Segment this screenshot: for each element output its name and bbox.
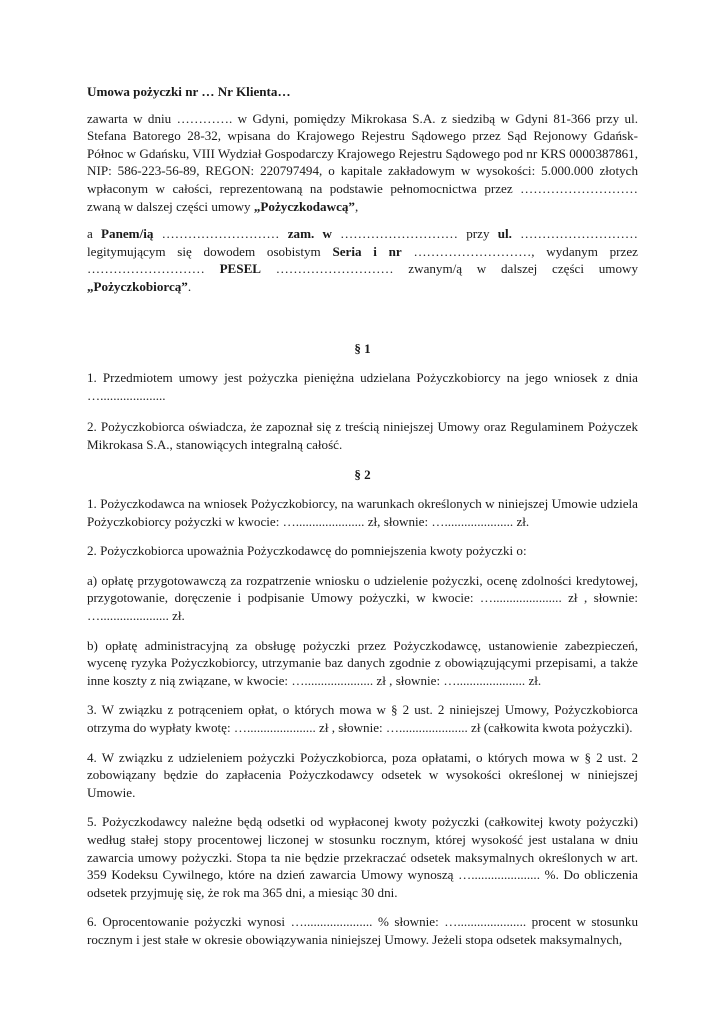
section-2-point-4: 4. W związku z udzieleniem pożyczki Pożyczkobiorca, poza opłatami, o których mowa w § 2 ust. 2 zobowiązany będzie do zapłacenia Pożyczkodawcy odsetek w wysokości określonej w niniejszej Umowie. xyxy=(87,749,638,800)
lender-label: „Pożyczkodawcą” xyxy=(253,198,355,214)
borrower-zam-label: zam. w xyxy=(287,226,332,242)
borrower-t1: ……………………… xyxy=(153,226,288,242)
section-2-heading: § 2 xyxy=(354,466,371,482)
borrower-t4: ………………………, wydanym przez ……………………… xyxy=(87,243,638,277)
section-2-point-5: 5. Pożyczkodawcy należne będą odsetki od wypłaconej kwoty pożyczki (całkowitej kwoty pożyczki) według stałej stopy procentowej liczonej w stosunku rocznym, której wysokość jest ustalana w dniu zawarcia umowy pożyczki. Stopa ta nie będzie przekraczać odsetek maksymalnych określonych w art. 359 Kodeksu Cywilnego, które na dzień zawarcia Umowy wynoszą …..................... %. Do obliczenia odsetek przyjmuję się, że rok ma 365 dni, a miesiąc 30 dni. xyxy=(87,814,638,900)
section-2-point-2: 2. Pożyczkobiorca upoważnia Pożyczkodawcę do pomniejszenia kwoty pożyczki o: xyxy=(87,543,527,559)
borrower-end: . xyxy=(187,278,192,294)
borrower-paragraph xyxy=(87,225,638,295)
borrower-party-label: „Pożyczkobiorcą” xyxy=(87,278,188,294)
borrower-seria-label: Seria i nr xyxy=(332,243,402,259)
section-1-heading: § 1 xyxy=(354,340,371,356)
section-2-point-2a: a) opłatę przygotowawczą za rozpatrzenie wniosku o udzielenie pożyczki, ocenę zdolności kredytowej, przygotowanie, doręczenie i podpisanie Umowy pożyczki, w kwocie: …..................... zł , słownie: …..................... zł. xyxy=(87,572,638,624)
section-2-point-2b: b) opłatę administracyjną za obsługę pożyczki przez Pożyczkodawcę, ustanowienie zabezpieczeń, wycenę ryzyka Pożyczkobiorcy, utrzymanie baz danych zgodnie z obowiązującymi przepisami, a także inne koszty z nią związane, w kwocie: …..................... zł , słownie: …..................... zł. xyxy=(87,637,638,688)
borrower-pesel-label: PESEL xyxy=(219,261,262,277)
section-1-point-2: 2. Pożyczkobiorca oświadcza, że zapoznał się z treścią niniejszej Umowy oraz Regulaminem Pożyczek Mikrokasa S.A., stanowiących integralną całość. xyxy=(87,419,638,452)
borrower-a: a xyxy=(87,226,102,242)
section-1-point-1: 1. Przedmiotem umowy jest pożyczka pieniężna udzielana Pożyczkobiorcy na jego wniosek z dnia ….................... xyxy=(87,370,638,403)
intro-end: , xyxy=(354,198,359,214)
intro-text: zawarta w dniu …………. w Gdyni, pomiędzy Mikrokasa S.A. z siedzibą w Gdyni 81-366 przy ul. Stefana Batorego 28-32, wpisana do Krajowego Rejestru Sądowego przez Sąd Rejonowy Gdańsk-Północ w Gdańsku, VIII Wydział Gospodarczy Krajowego Rejestru Sądowego pod nr KRS 0000387861, NIP: 586-223-56-89, REGON: 220797494, o kapitale zakładowym w wysokości: 5.000.000 złotych wpłaconym w całości, reprezentowaną na podstawie pełnomocnictwa przez ……………………… zwaną w dalszej części umowy xyxy=(87,110,638,214)
section-2-point-6: 6. Oprocentowanie pożyczki wynosi …..................... % słownie: …..................... procent w stosunku rocznym i jest stałe w okresie obowiązywania niniejszej Umowy. Jeżeli stopa odsetek maksymalnych, xyxy=(87,914,638,947)
borrower-t2: ……………………… przy xyxy=(331,226,498,242)
borrower-t3: ……………………… legitymującym się dowodem osobistym xyxy=(87,226,638,259)
section-2-point-1: 1. Pożyczkodawca na wniosek Pożyczkobiorcy, na warunkach określonych w niniejszej Umowie udziela Pożyczkobiorcy pożyczki w kwocie: …..................... zł, słownie: …..................... zł. xyxy=(87,496,638,529)
contract-title: Umowa pożyczki nr … Nr Klienta… xyxy=(87,84,291,99)
section-2-point-3: 3. W związku z potrąceniem opłat, o których mowa w § 2 ust. 2 niniejszej Umowy, Pożyczkobiorca otrzyma do wypłaty kwotę: …..................... zł , słownie: …..................... zł (całkowita kwota pożyczki). xyxy=(87,702,638,736)
intro-paragraph xyxy=(87,110,638,216)
borrower-ul-label: ul. xyxy=(497,226,512,242)
borrower-pan-label: Panem/ią xyxy=(101,226,154,242)
borrower-t5: ……………………… zwanym/ą w dalszej części umowy xyxy=(261,261,638,277)
